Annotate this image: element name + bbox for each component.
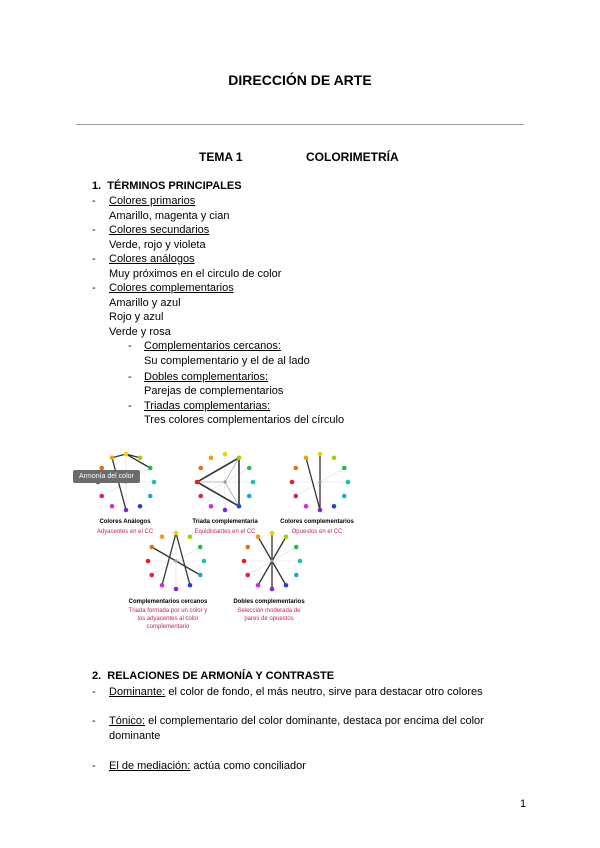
wheel-center xyxy=(270,559,273,562)
color-dot xyxy=(160,583,165,588)
armonia-tooltip: Armonía del color xyxy=(73,470,140,483)
def-complementarios-2: Rojo y azul xyxy=(109,311,164,323)
wheel-sub-triada: Equidistantes en el CC xyxy=(194,529,256,535)
bullet-dash: - xyxy=(92,282,96,294)
color-dot xyxy=(223,452,228,457)
wheel-center xyxy=(174,559,177,562)
color-wheel-dobles xyxy=(242,531,303,592)
color-dot xyxy=(110,455,115,460)
def-primarios: Amarillo, magenta y cian xyxy=(109,210,230,222)
def-analogos: Muy próximos en el circulo de color xyxy=(109,268,282,280)
color-dot xyxy=(332,504,337,509)
text-mediacion: actúa como conciliador xyxy=(190,760,306,772)
color-dot xyxy=(198,494,203,499)
sub-bullet-dash: - xyxy=(128,371,132,383)
term-complementarios: Colores complementarios xyxy=(109,282,234,294)
color-dot xyxy=(247,494,252,499)
color-dot xyxy=(152,480,157,485)
term-mediacion: El de mediación: xyxy=(109,760,191,772)
term-dominante: Dominante: xyxy=(109,686,166,698)
wheel-center xyxy=(223,480,226,483)
color-dot xyxy=(294,573,299,578)
bullet-dash: - xyxy=(92,715,96,727)
sub-bullet-dash: - xyxy=(128,400,132,412)
color-dot xyxy=(146,559,151,564)
harmony-line xyxy=(176,533,190,585)
color-dot xyxy=(304,504,309,509)
color-dot xyxy=(99,494,104,499)
bullet-dash: - xyxy=(92,686,96,698)
color-dot xyxy=(209,455,214,460)
color-dot xyxy=(237,504,242,509)
term-dobles-comp: Dobles complementarios: xyxy=(144,371,269,383)
color-dot xyxy=(148,466,153,471)
color-dot xyxy=(342,494,347,499)
wheel-label-analogos: Colores Análogos xyxy=(99,519,151,525)
term-triadas: Triadas complementarias: xyxy=(144,400,271,412)
text-dominante: el color de fondo, el más neutro, sirve para destacar otro colores xyxy=(165,686,483,698)
wheel-sub-cercanos: Triada formada por un color y los adyacentes al color complementario xyxy=(128,608,208,630)
color-dot xyxy=(245,545,250,550)
item-tonico xyxy=(109,715,484,727)
def-complementarios-1: Amarillo y azul xyxy=(109,297,181,309)
color-wheel-cercanos xyxy=(146,531,207,592)
wheel-label-triada: Triada complementaria xyxy=(192,519,258,525)
sub-bullet-dash: - xyxy=(128,340,132,352)
color-dot xyxy=(198,545,203,550)
harmony-line xyxy=(126,454,150,468)
harmony-line xyxy=(306,458,320,510)
term-tonico: Tónico: xyxy=(109,715,146,727)
color-dot xyxy=(304,455,309,460)
color-dot xyxy=(284,583,289,588)
color-dot xyxy=(110,504,115,509)
color-dot xyxy=(174,531,179,536)
color-dot xyxy=(270,587,275,592)
title-divider xyxy=(76,124,524,125)
def-dobles-comp: Parejas de complementarios xyxy=(144,385,284,397)
color-dot xyxy=(294,545,299,550)
section1-heading: 1. TÉRMINOS PRINCIPALES xyxy=(92,180,242,192)
color-dot xyxy=(124,452,129,457)
color-dot xyxy=(251,480,256,485)
item-mediacion xyxy=(109,760,306,772)
tema-number: TEMA 1 xyxy=(199,150,243,164)
color-dot xyxy=(138,504,143,509)
color-dot xyxy=(148,494,153,499)
wheel-label-complementarios: Colores complementarios xyxy=(280,519,354,525)
def-complementarios-3: Verde y rosa xyxy=(109,326,171,338)
wheel-sub-complementarios: Opuestos en el CC xyxy=(291,529,343,535)
page-number: 1 xyxy=(520,798,527,810)
color-dot xyxy=(318,452,323,457)
color-dot xyxy=(318,508,323,513)
wheel-label-dobles: Dobles complementarios xyxy=(233,599,305,605)
color-dot xyxy=(237,455,242,460)
color-dot xyxy=(174,587,179,592)
color-dot xyxy=(223,508,228,513)
bullet-dash: - xyxy=(92,195,96,207)
harmony-line xyxy=(112,458,126,510)
color-dot xyxy=(245,573,250,578)
color-dot xyxy=(256,583,261,588)
wheel-label-cercanos: Complementarios cercanos xyxy=(128,599,208,605)
document-title: DIRECCIÓN DE ARTE xyxy=(228,72,372,88)
color-dot xyxy=(195,480,200,485)
bullet-dash: - xyxy=(92,253,96,265)
color-dot xyxy=(290,480,295,485)
bullet-dash: - xyxy=(92,760,96,772)
text-tonico-cont: dominante xyxy=(109,730,161,742)
color-wheel-complementarios xyxy=(290,452,351,513)
def-secundarios: Verde, rojo y violeta xyxy=(109,239,206,251)
section2-heading: 2. RELACIONES DE ARMONÍA Y CONTRASTE xyxy=(92,670,335,682)
wheel-sub-dobles: Selección moderada de pares de opuestos xyxy=(237,608,301,622)
term-analogos: Colores análogos xyxy=(109,253,195,265)
color-dot xyxy=(346,480,351,485)
color-dot xyxy=(138,455,143,460)
bullet-dash: - xyxy=(92,224,96,236)
term-primarios: Colores primarios xyxy=(109,195,196,207)
wheel-sub-analogos: Adyacentes en el CC xyxy=(96,529,154,535)
color-dot xyxy=(188,583,193,588)
color-dot xyxy=(298,559,303,564)
color-dot xyxy=(342,466,347,471)
color-dot xyxy=(149,545,154,550)
color-dot xyxy=(242,559,247,564)
color-dot xyxy=(209,504,214,509)
def-comp-cercanos: Su complementario y el de al lado xyxy=(144,355,310,367)
text-tonico: el complementario del color dominante, destaca por encima del color xyxy=(145,715,484,727)
def-triadas: Tres colores complementarios del círculo xyxy=(144,414,345,426)
color-dot xyxy=(198,466,203,471)
term-secundarios: Colores secundarios xyxy=(109,224,210,236)
item-dominante xyxy=(109,686,483,698)
color-dot xyxy=(124,508,129,513)
color-wheel-triada xyxy=(195,452,256,513)
color-dot xyxy=(149,573,154,578)
tema-name: COLORIMETRÍA xyxy=(306,150,399,164)
color-dot xyxy=(332,455,337,460)
color-dot xyxy=(247,466,252,471)
color-dot xyxy=(202,559,207,564)
wheel-center xyxy=(318,480,321,483)
color-dot xyxy=(293,466,298,471)
color-dot xyxy=(293,494,298,499)
color-dot xyxy=(198,573,203,578)
term-comp-cercanos: Complementarios cercanos: xyxy=(144,340,281,352)
